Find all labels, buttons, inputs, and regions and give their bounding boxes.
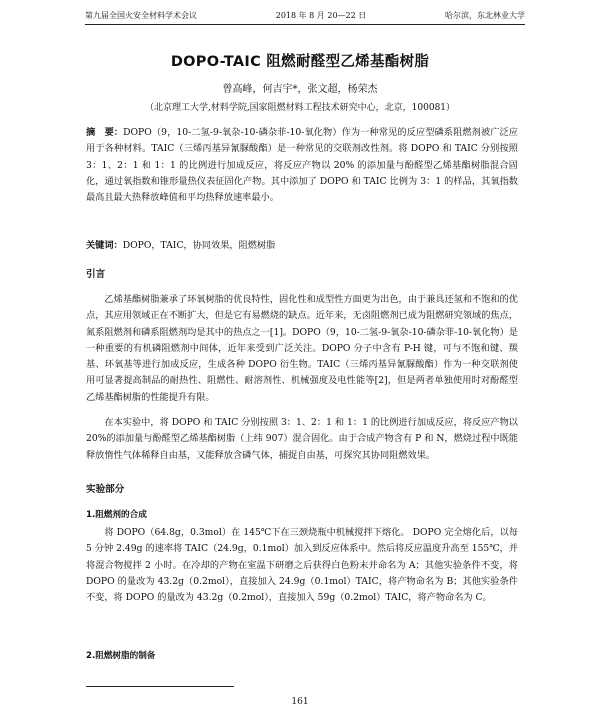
footnote-rule [86, 686, 234, 687]
keywords-text: DOPO，TAIC，协同效果，阻燃树脂 [122, 240, 276, 251]
subheading-synthesis: 1.阻燃剂的合成 [86, 510, 147, 520]
intro-paragraph-1: 乙烯基酯树脂兼承了环氧树脂的优良特性，固化性和成型性方面更为出色，由于兼具还氢和不饱和的优点，其应用领域正在不断扩大，但是它有易燃烧的缺点。近年来，无卤阻燃剂已成为阻燃研究领域的焦点，氮系阻燃剂和磷系阻燃剂均是其中的热点之一[1]。DOPO（9，10-二氢-9-氧杂-10-磷杂菲-10-氧化物）是一种重要的有机磷阻燃剂中间体，近年来受到广泛关注。DOPO 分子中含有 P-H 键，可与不饱和键、羰基、环氧基等进行加成反应，生成各种 DOPO 衍生物。TAIC（三烯丙基异氰脲酸酯）作为一种交联剂使用可显著提高制品的耐热性、阻燃性、耐溶剂性、机械强度及电性能等[2]，但是两者单独使用时对酚醛型乙烯基酯树脂的性能提升有限。 [86, 294, 518, 403]
abstract-text: DOPO（9，10-二氢-9-氧杂-10-磷杂菲-10-氧化物）作为一种常见的反应型磷系阻燃剂被广泛应用于各种材料。TAIC（三烯丙基异氰脲酸酯）是一种常见的交联剂改性剂。将 DOPO 和 TAIC 分别按照 3：1、2：1 和 1：1 的比例进行加成反应，将反应产物以 20% 的添加量与酚醛型乙烯基酯树脂混合固化，通过氧指数和锥形量热仪表征固化产物。其中添加了 DOPO 和 TAIC 比例为 3：1 的样品，其氧指数最高且最大热释放峰值和平均热释放速率最小。 [86, 127, 518, 204]
section-heading-intro: 引言 [86, 269, 106, 280]
header-conference: 第九届全国火安全材料学术会议 [85, 11, 197, 20]
header-date: 2018 年 8 月 20—22 日 [275, 11, 367, 20]
paper-authors: 曾高峰，何吉宇*，张文超，杨荣杰 [222, 84, 378, 95]
keywords-label: 关键词： [86, 240, 123, 251]
paper-affiliation: （北京理工大学,材料学院,国家阻燃材料工程技术研究中心，北京，100081） [144, 103, 456, 113]
section-heading-experiment: 实验部分 [86, 484, 125, 495]
header-location: 哈尔滨，东北林业大学 [445, 11, 525, 20]
synthesis-paragraph: 将 DOPO（64.8g，0.3mol）在 145℃下在三颈烧瓶中机械搅拌下熔化。 DOPO 完全熔化后，以每 5 分钟 2.49g 的速率将 TAIC（24.9g，0.1mol）加入到反应体系中。然后将反应温度升高至 155℃，并将混合物搅拌 2 小时。在冷却的产物在室温下研磨之后获得白色粉末并命名为 A；其他实验条件不变，将 DOPO 的量改为 43.2g（0.2mol），直接加入 24.9g（0.1mol）TAIC，将产物命名为 B；其他实验条件不变，将 DOPO 的量改为 43.2g（0.2mol），直接加入 59g（0.2mol）TAIC，将产物命名为 C。 [86, 527, 518, 604]
abstract-label: 摘 要： [86, 127, 124, 138]
abstract [86, 125, 518, 206]
page-number: 161 [291, 697, 309, 707]
subheading-resin-preparation: 2.阻燃树脂的制备 [86, 651, 156, 661]
keywords [86, 238, 518, 254]
intro-paragraph-2: 在本实验中，将 DOPO 和 TAIC 分别按照 3：1、2：1 和 1：1 的比例进行加成反应，将反应产物以 20%的添加量与酚醛型乙烯基酯树脂（上纬 907）混合固化。由于合成产物含有 P 和 N，燃烧过程中既能释放惰性气体稀释自由基，又能释放含磷气体，捕捉自由基，可探究其协同阻燃效果。 [86, 417, 518, 461]
paper-title: DOPO-TAIC 阻燃耐醛型乙烯基酯树脂 [170, 54, 430, 70]
running-header [85, 10, 525, 25]
